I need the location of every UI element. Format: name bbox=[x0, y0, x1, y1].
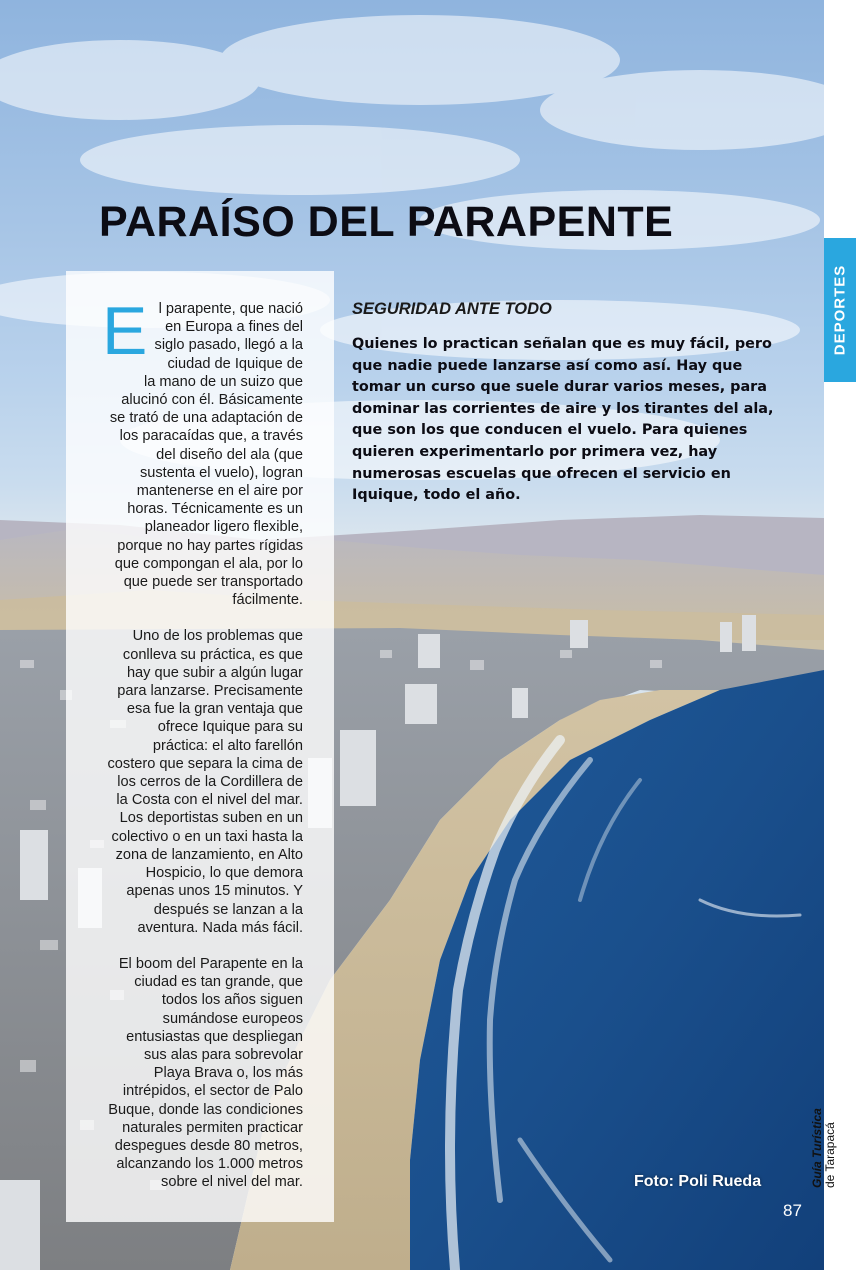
page-title: PARAÍSO DEL PARAPENTE bbox=[99, 198, 674, 246]
paragraph-2: Uno de los problemas que conlleva su práctica, es que hay que subir a algún lugar para lanzarse. Precisamente esa fue la gran ventaja que ofrece Iquique para su práctica: el alto farellón costero que separa la cima de los cerros de la Cordillera de la Costa con el nivel del mar. Los deportistas suben en un colectivo o en un taxi hasta la zona de lanzamiento, en Alto Hospicio, lo que demora apenas unos 15 minutos. Y después se lanzan a la aventura. Nada más fácil. bbox=[107, 628, 303, 936]
guide-label-line1: Guía Turística bbox=[810, 1108, 824, 1188]
guide-label-line2: de Tarapacá bbox=[823, 1122, 837, 1188]
photo-credit: Foto: Poli Rueda bbox=[634, 1173, 762, 1190]
paragraph-1 bbox=[102, 293, 303, 609]
guide-label bbox=[811, 1068, 841, 1188]
drop-cap: E bbox=[102, 293, 148, 369]
lead-paragraph: Quienes lo practican señalan que es muy fácil, pero que nadie puede lanzarse así como así. Hay que tomar un curso que suele durar varios meses, para dominar las corrientes de aire y los tirantes del ala, que son los que conducen el vuelo. Para quienes quieren experimentarlo por primera vez, hay numerosas escuelas que ofrecen el servicio en Iquique, todo el año. bbox=[352, 336, 774, 504]
paragraph-1-text: l parapente, que nació en Europa a fines del siglo pasado, llegó a la ciudad de Iquique de la mano de un suizo que alucinó con él. Básicamente se trató de una adaptación de los paracaídas que, a través del diseño del ala (que sustenta el vuelo), logran mantenerse en el aire por horas. Técnicamente es un planeador ligero flexible, porque no hay partes rígidas que compongan el ala, por lo que puede ser transportado fácilmente. bbox=[109, 301, 303, 609]
page-number: 87 bbox=[783, 1201, 802, 1220]
body-left-column bbox=[102, 293, 303, 1210]
paragraph-3: El boom del Parapente en la ciudad es tan grande, que todos los años siguen sumándose europeos entusiastas que despliegan sus alas para sobrevolar Playa Brava o, los más intrépidos, el sector de Palo Buque, donde las condiciones naturales permiten practicar despegues desde 80 metros, alcanzando los 1.000 metros sobre el nivel del mar. bbox=[108, 955, 303, 1191]
section-tab-label: DEPORTES bbox=[831, 264, 849, 356]
section-subheading: SEGURIDAD ANTE TODO bbox=[352, 300, 552, 318]
